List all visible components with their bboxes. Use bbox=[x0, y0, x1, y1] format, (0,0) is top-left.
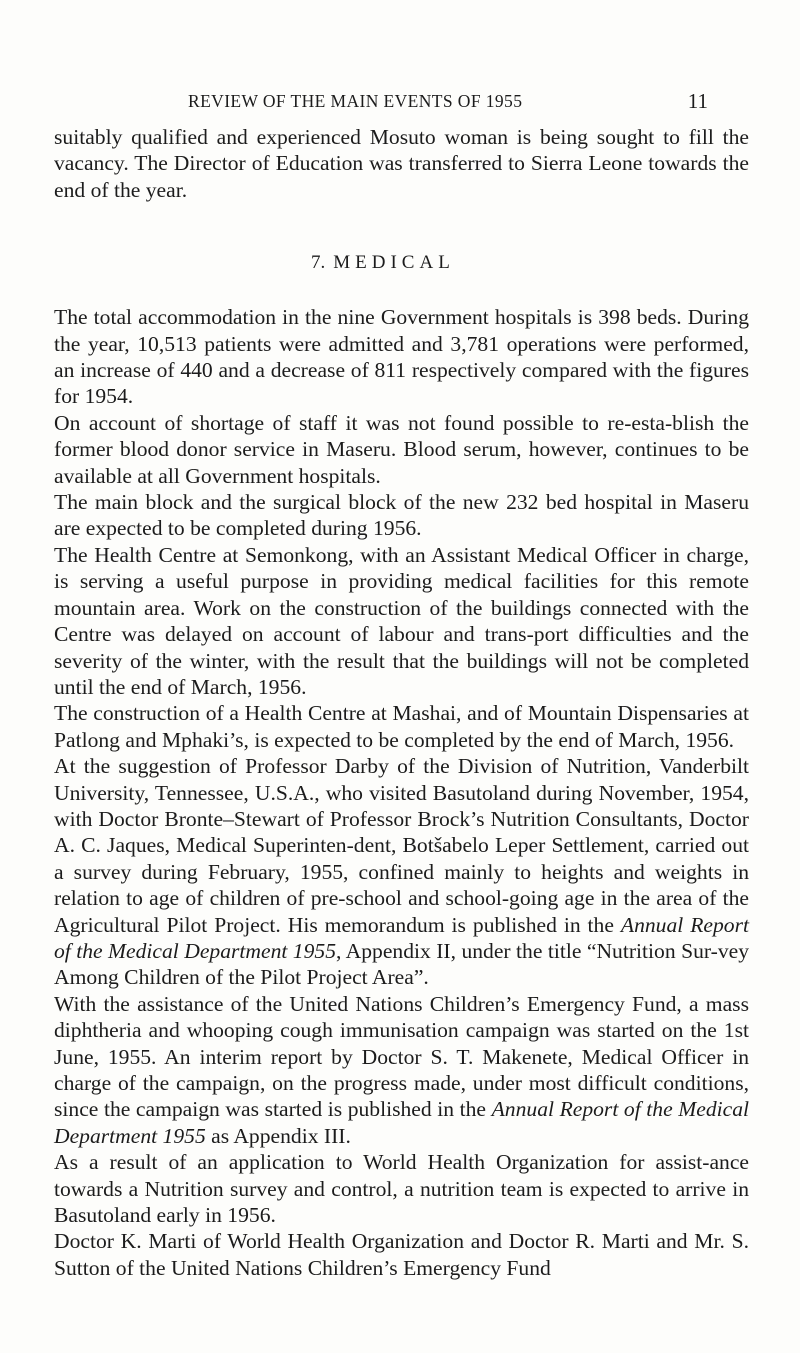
section-heading bbox=[54, 250, 749, 276]
paragraph-marti-sutton: Doctor K. Marti of World Health Organization and Doctor R. Marti and Mr. S. Sutton of the United Nations Children’s Emergency Fund bbox=[54, 1229, 749, 1280]
nutrition-text-end: , Appendix II, under the title “Nutrition Sur-vey Among Children of the Pilot Project Area”. bbox=[54, 938, 749, 990]
paragraph-mashai: The construction of a Health Centre at Mashai, and of Mountain Dispensaries at Patlong and Mphaki’s, is expected to be completed by the end of March, 1956. bbox=[54, 701, 749, 752]
report-title: Annual Report of the Medical Department 1955 bbox=[54, 912, 749, 963]
nutrition-text-start: At the suggestion of Professor Darby of the Division of Nutrition, Vanderbilt University, Tennessee, U.S.A., who visited Basutoland during November, 1954, with Doctor Bronte–Stewart of Professor Brock’s Nutrition Consultants, Doctor A. C. Jaques, Medical Superinten-dent, Botšabelo Leper Settlement, carried out a survey during February, 1955, confined mainly to heights and weights in relation to age of children of pre-school and school-going age in the area of the Agricultural Pilot Project. His memorandum is published in the bbox=[54, 754, 749, 937]
continuation-paragraph: suitably qualified and experienced Mosuto woman is being sought to fill the vacancy. The Director of Education was transferred to Sierra Leone towards the end of the year. bbox=[54, 125, 749, 202]
immunisation-text-start: With the assistance of the United Nations Children’s Emergency Fund, a mass diphtheria and whooping cough immunisation campaign was started on the 1st June, 1955. An interim report by Doctor S. T. Makenete, Medical Officer in charge of the campaign, on the progress made, under most difficult conditions, since the campaign was started is published in the bbox=[54, 991, 749, 1122]
paragraph-maseru-hospital: The main block and the surgical block of the new 232 bed hospital in Maseru are expected to be completed during 1956. bbox=[54, 490, 749, 541]
section-title: MEDICAL bbox=[333, 252, 455, 274]
section-number: 7. bbox=[311, 252, 326, 274]
paragraph-blood-donor: On account of shortage of staff it was not found possible to re-esta-blish the former blood donor service in Maseru. Blood serum, however, continues to be available at all Government hospitals. bbox=[54, 410, 749, 488]
paragraph-immunisation bbox=[54, 991, 749, 1149]
immunisation-text-end: as Appendix III. bbox=[205, 1123, 351, 1148]
paragraph-nutrition-survey bbox=[54, 753, 749, 991]
paragraph-hospital-accommodation: The total accommodation in the nine Government hospitals is 398 beds. During the year, 10,513 patients were admitted and 3,781 operations were performed, an increase of 440 and a decrease of 811 respectively compared with the figures for 1954. bbox=[54, 305, 749, 409]
body-text bbox=[54, 124, 749, 1281]
running-header bbox=[0, 86, 800, 116]
page-number: 11 bbox=[687, 89, 708, 113]
report-title: Annual Report of the Medical Department 1955 bbox=[54, 1097, 750, 1148]
paragraph-who-nutrition-team: As a result of an application to World Health Organization for assist-ance towards a Nutrition survey and control, a nutrition team is expected to arrive in Basutoland early in 1956. bbox=[54, 1150, 749, 1228]
running-title: REVIEW OF THE MAIN EVENTS OF 1955 bbox=[188, 91, 523, 111]
paragraph-semonkong: The Health Centre at Semonkong, with an Assistant Medical Officer in charge, is serving a useful purpose in providing medical facilities for this remote mountain area. Work on the construction of the buildings connected with the Centre was delayed on account of labour and trans-port difficulties and the severity of the winter, with the result that the buildings will not be completed until the end of March, 1956. bbox=[54, 542, 749, 699]
